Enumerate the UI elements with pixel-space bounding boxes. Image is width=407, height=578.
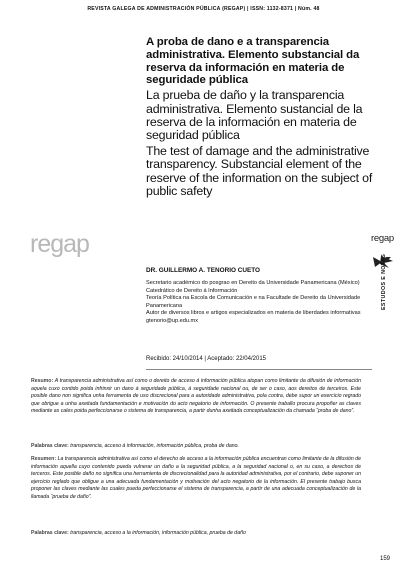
keywords-label: Palabras clave: bbox=[31, 530, 69, 536]
received-accepted-dates: Recibido: 24/10/2014 | Aceptado: 22/04/2015 bbox=[146, 356, 266, 362]
abstract-label: Resumen: bbox=[31, 456, 57, 462]
abstract-galician bbox=[31, 378, 361, 416]
abstract-text: A transparencia administrativa así como o dereito de acceso á información pública atopan como limitante da difusión de información aquela cuxo contido poida infrinxir un dano á seguridade pública, á seguridade nacional ou, de ser o caso, aos dereitos de terceiros. Este posible dano non significa unha ferramenta de uso discrecional para a autoridade administrativa, pola contra, debe supor un exercicio regrado que obrigue a unha axeitada fundamentación e motivación do acto negatorio de información. O presente traballo procura propoñer as claves mediante as cales poida perfeccionarse o sistema de transparencia, a partir dunha axeitada conceptualización da chamada “proba de dano”. bbox=[31, 378, 361, 415]
regap-watermark-logo: regap bbox=[30, 230, 89, 258]
title-block bbox=[146, 36, 380, 198]
keywords-galician bbox=[31, 443, 361, 450]
keywords-text: transparencia, acceso a la información, información pública, prueba de daño bbox=[70, 530, 246, 536]
separator-line bbox=[146, 369, 372, 370]
regap-side-logo: regap bbox=[371, 233, 394, 244]
title-spanish: La prueba de daño y la transparencia administrativa. Elemento sustancial de la reserva de la información en materia de seguridad pública bbox=[146, 88, 363, 143]
section-label: ESTUDOS E NOTAS bbox=[381, 253, 387, 310]
author-affiliation: Secretario académico do posgrao en Dereito da Universidade Panamericana (México) bbox=[146, 280, 360, 286]
author-affiliation: Autor de diversos libros e artigos especializados en materia de liberdades informativas bbox=[146, 310, 361, 317]
title-galician: A proba de dano e a transparencia administrativa. Elemento substancial da reserva da información en materia de seguridade pública bbox=[146, 36, 360, 87]
abstract-spanish bbox=[31, 456, 361, 502]
abstract-label: Resumo: bbox=[31, 378, 54, 384]
abstract-text: La transparencia administrativa así como el derecho de acceso a la información pública encuentran como limitante de la difusión de información aquella cuyo contenido pueda vulnerar un daño a la seguridad pública, a la seguridad nacional o, en su caso, a derechos de terceros. Este posible daño no significa una herramienta de discrecionalidad para la autoridad administrativa, por el contrario, debe suponer un ejercicio reglado que obligue a una adecuada fundamentación y motivación del acto negatorio de la información. El presente trabajo busca proponer las claves mediante las cuales pueda perfeccionarse el sistema de transparencia, a partir de una adecuada conceptualización de la llamada “prueba de daño”. bbox=[31, 456, 361, 500]
author-affiliation: Teoría Política na Escola de Comunicación e na Facultade de Dereito da Universidade Panamericana bbox=[146, 295, 361, 309]
keywords-text: transparencia, acceso á información, información pública, proba de dano. bbox=[70, 443, 239, 449]
page-number: 159 bbox=[380, 556, 391, 562]
author-email[interactable]: gtenorio@up.edu.mx bbox=[146, 317, 199, 324]
author-name: DR. GUILLERMO A. TENORIO CUETO bbox=[146, 267, 260, 274]
author-affiliation: Catedrático de Dereito á Información bbox=[146, 287, 238, 294]
keywords-label: Palabras clave: bbox=[31, 443, 69, 449]
running-head: REVISTA GALEGA DE ADMINISTRACIÓN PÚBLICA (REGAP) | ISSN: 1132-8371 | Núm. 48 bbox=[87, 6, 320, 12]
keywords-spanish bbox=[31, 530, 361, 537]
title-english: The test of damage and the administrative transparency. Substancial element of the reserve of the information on the subject of public safety bbox=[146, 143, 373, 199]
author-block bbox=[146, 267, 368, 326]
